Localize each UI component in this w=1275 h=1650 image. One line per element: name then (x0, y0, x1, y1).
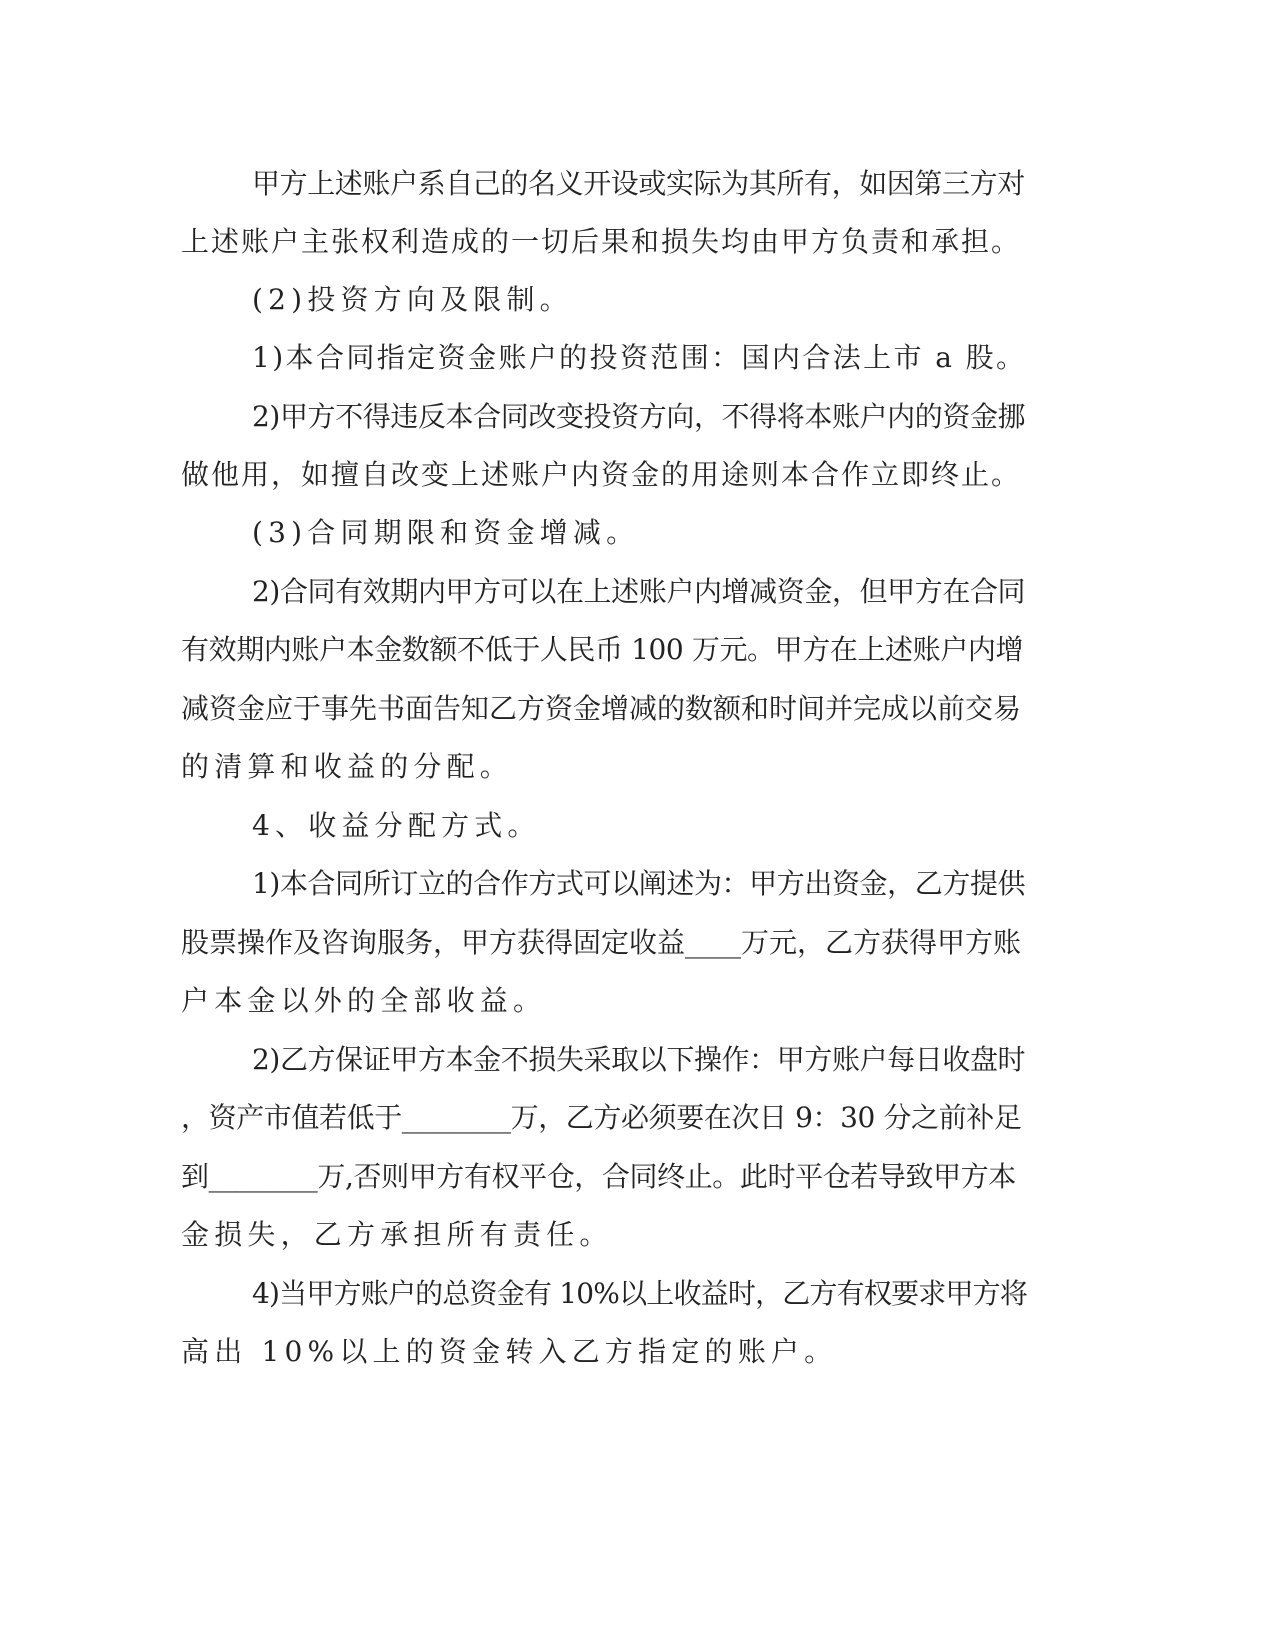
paragraph-line: 股票操作及咨询服务，甲方获得固定收益____万元，乙方获得甲方账 (181, 926, 1022, 959)
paragraph-line: 1)本合同所订立的合作方式可以阐述为：甲方出资金，乙方提供 (252, 867, 1026, 900)
paragraph-line: 户本金以外的全部收益。 (181, 984, 547, 1017)
paragraph-line: 上述账户主张权利造成的一切后果和损失均由甲方负责和承担。 (181, 225, 1022, 258)
paragraph-line: 4、收益分配方式。 (252, 809, 541, 842)
paragraph-line: 有效期内账户本金数额不低于人民币 100 万元。甲方在上述账户内增 (181, 633, 1024, 666)
paragraph-line: (3)合同期限和资金增减。 (252, 516, 640, 549)
paragraph-line: 金损失，乙方承担所有责任。 (181, 1218, 613, 1251)
paragraph-line: 2)合同有效期内甲方可以在上述账户内增减资金，但甲方在合同 (252, 575, 1026, 608)
paragraph-line: 高出 10%以上的资金转入乙方指定的账户。 (181, 1335, 838, 1368)
paragraph-line: 2)乙方保证甲方本金不损失采取以下操作：甲方账户每日收盘时 (252, 1043, 1026, 1076)
paragraph-line: 4)当甲方账户的总资金有 10%以上收益时，乙方有权要求甲方将 (252, 1277, 1028, 1310)
paragraph-line: 1)本合同指定资金账户的投资范围：国内合法上市 a 股。 (252, 341, 1027, 374)
paragraph-line: 甲方上述账户系自己的名义开设或实际为其所有，如因第三方对 (252, 167, 1025, 200)
paragraph-line: 做他用，如擅自改变上述账户内资金的用途则本合作立即终止。 (181, 458, 1022, 491)
paragraph-line: 减资金应于事先书面告知乙方资金增减的数额和时间并完成以前交易 (181, 692, 1022, 725)
paragraph-line: 到________万,否则甲方有权平仓，合同终止。此时平仓若导致甲方本 (181, 1160, 1016, 1193)
paragraph-line: 2)甲方不得违反本合同改变投资方向，不得将本账户内的资金挪 (252, 400, 1026, 433)
paragraph-line: ，资产市值若低于________万，乙方必须要在次日 9：30 分之前补足 (181, 1101, 1022, 1134)
paragraph-line: (2)投资方向及限制。 (252, 283, 573, 316)
paragraph-line: 的清算和收益的分配。 (181, 750, 514, 783)
